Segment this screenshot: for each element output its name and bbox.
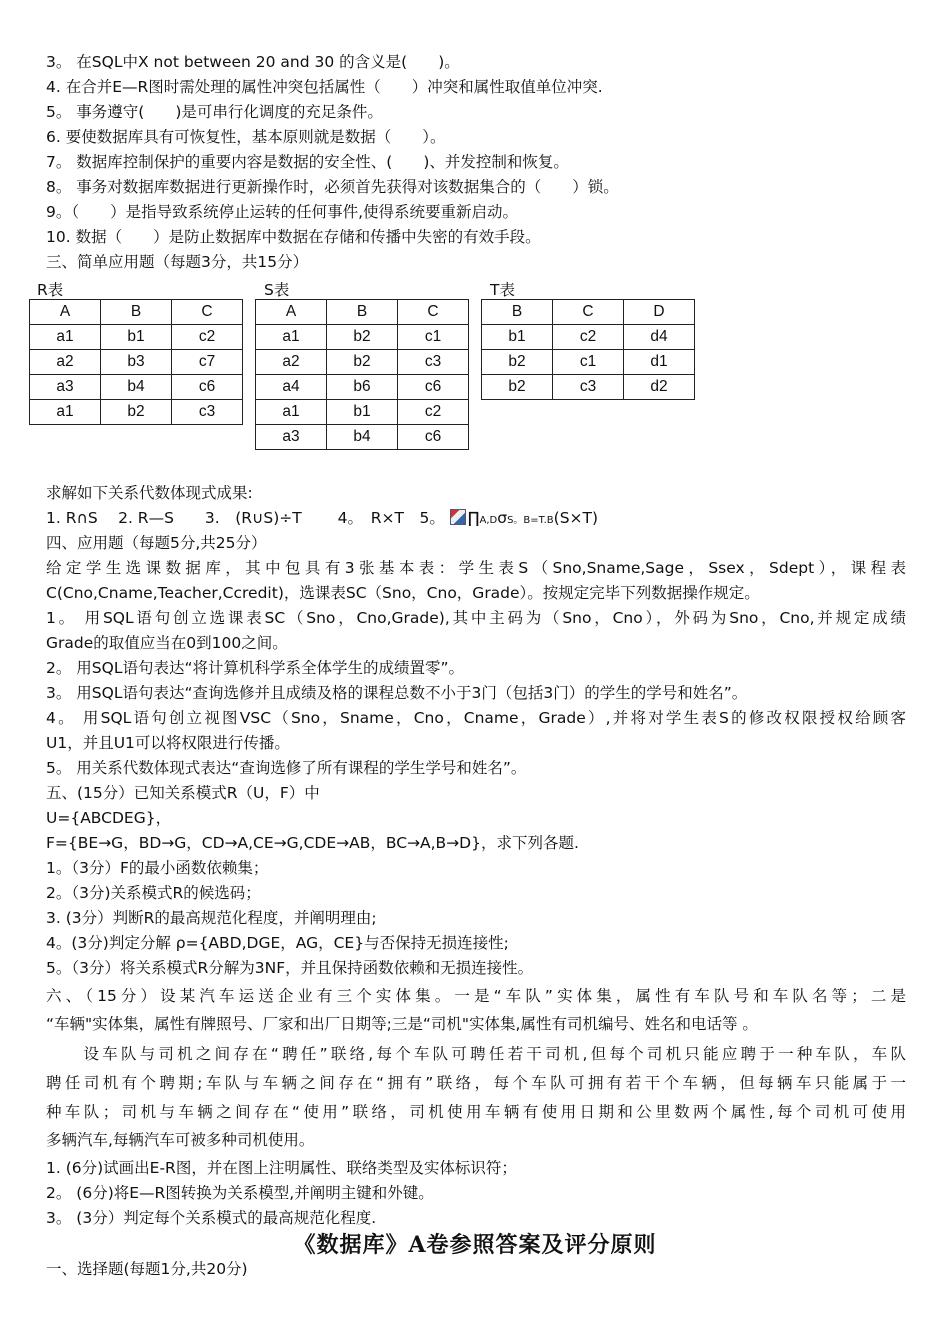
table-t xyxy=(481,299,695,400)
table-row xyxy=(256,375,469,400)
section-3-heading: 三、简单应用题（每题3分，共15分） xyxy=(46,253,309,271)
table-cell: b2 xyxy=(327,325,398,350)
table-cell: a2 xyxy=(256,350,327,375)
table-row xyxy=(256,325,469,350)
section-4-q1-b: Grade的取值应当在0到100之间。 xyxy=(46,634,288,652)
table-cell: B xyxy=(327,300,398,325)
section-6-heading-b: “车辆"实体集，属性有牌照号、厂家和出厂日期等;三是“司机"实体集,属性有司机编号、姓名和电话等 。 xyxy=(46,1015,758,1033)
table-cell: c2 xyxy=(553,325,624,350)
table-cell: A xyxy=(30,300,101,325)
table-cell: b2 xyxy=(101,400,172,425)
table-cell: d4 xyxy=(624,325,695,350)
section-5-q1: 1。（3分）F的最小函数依赖集； xyxy=(46,859,269,877)
section-5-u: U={ABCDEG}， xyxy=(46,809,172,827)
section-4-q4-a: 4。 用SQL语句创立视图VSC（Sno，Sname，Cno，Cname，Grade）,并将对学生表S的修改权限授权给顾客 xyxy=(46,709,906,727)
section-6-q2: 2。 (6分)将E—R图转换为关系模型,并阐明主键和外键。 xyxy=(46,1184,434,1202)
section-5-heading: 五、(15分）已知关系模式R（U，F）中 xyxy=(46,784,320,802)
table-cell: b2 xyxy=(482,350,553,375)
section-4-intro-2: C(Cno,Cname,Teacher,Ccredit)，选课表SC（Sno，Cno，Grade）。按规定完毕下列数据操作规定。 xyxy=(46,584,760,602)
table-cell: a1 xyxy=(256,325,327,350)
table-cell: b3 xyxy=(101,350,172,375)
table-row xyxy=(30,400,243,425)
table-cell: a3 xyxy=(30,375,101,400)
table-cell: B xyxy=(482,300,553,325)
table-s-label: S表 xyxy=(264,281,290,299)
section-6-paragraph-1: 设车队与司机之间存在“聘任”联络,每个车队可聘任若干司机,但每个司机只能应聘于一种车队，车队 xyxy=(46,1045,906,1063)
table-cell: c3 xyxy=(398,350,469,375)
question-10: 10. 数据（ ）是防止数据库中数据在存储和传播中失密的有效手段。 xyxy=(46,228,541,246)
table-cell: c6 xyxy=(172,375,243,400)
table-header-row xyxy=(256,300,469,325)
table-cell: A xyxy=(256,300,327,325)
table-header-row xyxy=(30,300,243,325)
table-row xyxy=(256,425,469,450)
section-6-q1: 1. (6分)试画出E-R图，并在图上注明属性、联络类型及实体标识符； xyxy=(46,1159,517,1177)
table-cell: b4 xyxy=(327,425,398,450)
question-5: 5。 事务遵守( )是可串行化调度的充足条件。 xyxy=(46,103,383,121)
table-row xyxy=(30,325,243,350)
algebra-expressions xyxy=(46,508,598,531)
table-row xyxy=(482,375,695,400)
table-cell: c2 xyxy=(172,325,243,350)
table-t-label: T表 xyxy=(490,281,515,299)
table-cell: C xyxy=(553,300,624,325)
question-4: 4. 在合并E—R图时需处理的属性冲突包括属性（ ）冲突和属性取值单位冲突. xyxy=(46,78,603,96)
section-4-intro-1: 给定学生选课数据库，其中包具有3张基本表：学生表S（Sno,Sname,Sage，Ssex，Sdept），课程表 xyxy=(46,559,906,577)
section-4-q3: 3。 用SQL语句表达“查询选修并且成绩及格的课程总数不小于3门（包括3门）的学生的学号和姓名”。 xyxy=(46,684,748,702)
table-cell: C xyxy=(398,300,469,325)
table-cell: c3 xyxy=(553,375,624,400)
section-5-q2: 2。（3分)关系模式R的候选码； xyxy=(46,884,261,902)
question-7: 7。 数据库控制保护的重要内容是数据的安全性、( )、并发控制和恢复。 xyxy=(46,153,569,171)
table-row xyxy=(482,350,695,375)
table-cell: c6 xyxy=(398,375,469,400)
table-cell: a1 xyxy=(30,400,101,425)
table-row xyxy=(256,400,469,425)
section-5-f: F={BE→G，BD→G，CD→A,CE→G,CDE→AB，BC→A,B→D}，求下列各题. xyxy=(46,834,579,852)
table-header-row xyxy=(482,300,695,325)
section-5-q5: 5。（3分）将关系模式R分解为3NF，并且保持函数依赖和无损连接性。 xyxy=(46,959,534,977)
table-r xyxy=(29,299,243,425)
table-cell: d1 xyxy=(624,350,695,375)
table-cell: a1 xyxy=(30,325,101,350)
table-cell: c3 xyxy=(172,400,243,425)
table-cell: a3 xyxy=(256,425,327,450)
table-cell: c2 xyxy=(398,400,469,425)
table-row xyxy=(30,375,243,400)
table-row xyxy=(482,325,695,350)
section-5-q3: 3. (3分）判断R的最高规范化程度，并阐明理由; xyxy=(46,909,377,927)
answer-key-subheading: 一、选择题(每题1分,共20分) xyxy=(46,1260,248,1278)
section-6-q3: 3。 (3分）判定每个关系模式的最高规范化程度. xyxy=(46,1209,377,1227)
question-6: 6. 要使数据库具有可恢复性，基本原则就是数据（ ）。 xyxy=(46,128,446,146)
table-cell: a2 xyxy=(30,350,101,375)
table-cell: b1 xyxy=(327,400,398,425)
algebra-intro: 求解如下关系代数体现式成果: xyxy=(46,484,253,502)
table-row xyxy=(256,350,469,375)
table-cell: d2 xyxy=(624,375,695,400)
section-6-paragraph-2: 聘任司机有个聘期;车队与车辆之间存在“拥有”联络，每个车队可拥有若干个车辆，但每辆车只能属于一 xyxy=(46,1074,906,1092)
section-6-paragraph-4: 多辆汽车,每辆汽车可被多种司机使用。 xyxy=(46,1131,315,1149)
table-cell: C xyxy=(172,300,243,325)
projection-subscript: A,D xyxy=(479,515,498,526)
table-cell: b6 xyxy=(327,375,398,400)
section-4-q1-a: 1。 用SQL语句创立选课表SC（Sno，Cno,Grade),其中主码为（Sno，Cno），外码为Sno，Cno,并规定成绩 xyxy=(46,609,906,627)
section-5-q4: 4。(3分)判定分解 ρ={ABD,DGE，AG，CE}与否保持无损连接性; xyxy=(46,934,509,952)
table-cell: b1 xyxy=(101,325,172,350)
projection-symbol: ∏ xyxy=(467,509,480,527)
table-cell: b2 xyxy=(327,350,398,375)
section-4-heading: 四、应用题（每题5分,共25分） xyxy=(46,534,267,552)
algebra-expr-tail: (S×T) xyxy=(553,509,599,527)
question-9: 9。（ ）是指导致系统停止运转的任何事件,使得系统要重新启动。 xyxy=(46,203,519,221)
table-cell: b1 xyxy=(482,325,553,350)
section-4-q4-b: U1，并且U1可以将权限进行传播。 xyxy=(46,734,290,752)
table-cell: a1 xyxy=(256,400,327,425)
section-6-paragraph-3: 种车队；司机与车辆之间存在“使用”联络，司机使用车辆有使用日期和公里数两个属性,每个司机可使用 xyxy=(46,1103,906,1121)
broken-image-icon xyxy=(450,509,466,525)
section-6-heading-a: 六、（15分）设某汽车运送企业有三个实体集。一是“车队”实体集，属性有车队号和车队名等；二是 xyxy=(46,987,906,1005)
table-s xyxy=(255,299,469,450)
table-cell: B xyxy=(101,300,172,325)
table-cell: c6 xyxy=(398,425,469,450)
table-cell: b4 xyxy=(101,375,172,400)
table-cell: a4 xyxy=(256,375,327,400)
table-cell: c1 xyxy=(553,350,624,375)
section-4-q2: 2。 用SQL语句表达“将计算机科学系全体学生的成绩置零”。 xyxy=(46,659,465,677)
table-cell: D xyxy=(624,300,695,325)
section-4-q5: 5。 用关系代数体现式表达“查询选修了所有课程的学生学号和姓名”。 xyxy=(46,759,527,777)
table-r-label: R表 xyxy=(37,281,64,299)
table-row xyxy=(30,350,243,375)
selection-subscript: S。B=T.B xyxy=(507,515,554,526)
answer-key-title: 《数据库》A卷参照答案及评分原则 xyxy=(293,1232,657,1258)
question-8: 8。 事务对数据库数据进行更新操作时，必须首先获得对该数据集合的（ ）锁。 xyxy=(46,178,619,196)
table-cell: b2 xyxy=(482,375,553,400)
table-cell: c1 xyxy=(398,325,469,350)
question-3: 3。 在SQL中X not between 20 and 30 的含义是( )。 xyxy=(46,53,460,71)
algebra-expr-main: 1. R∩S 2. R—S 3. (R∪S)÷T 4。 R×T 5。 xyxy=(46,509,445,527)
table-cell: c7 xyxy=(172,350,243,375)
selection-symbol: σ xyxy=(497,509,508,527)
